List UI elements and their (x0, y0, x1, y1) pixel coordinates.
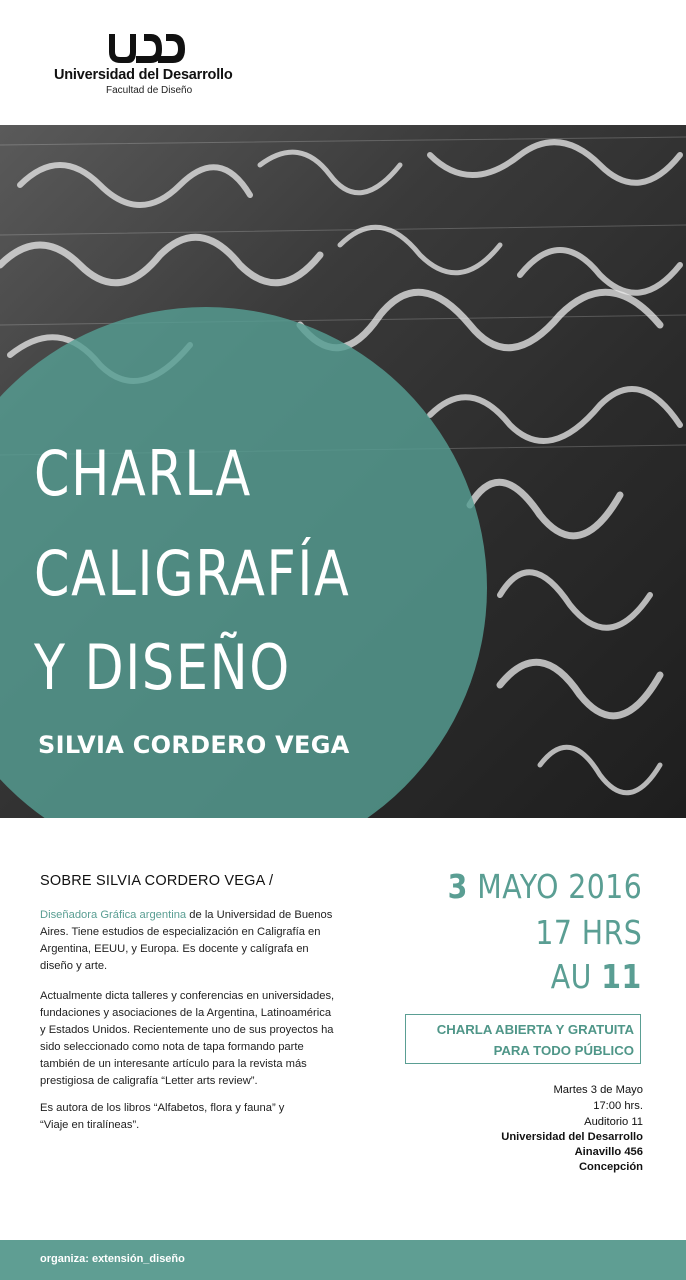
faculty-name: Facultad de Diseño (106, 85, 193, 96)
venue-university: Universidad del Desarrollo (501, 1131, 643, 1143)
header (0, 0, 686, 125)
venue-room: Auditorio 11 (584, 1116, 643, 1128)
title-line-1: CHARLA (34, 437, 252, 510)
hero-banner (0, 125, 686, 818)
bio-p2-line: sido seleccionado como nota de tapa formando parte (40, 1041, 304, 1053)
venue-date: Martes 3 de Mayo (553, 1084, 643, 1096)
event-room (551, 957, 642, 996)
udd-logo-icon (106, 32, 188, 66)
bio-paragraph-2 (40, 988, 360, 1090)
title-line-3: Y DISEÑO (34, 631, 291, 704)
bio-p1-line: diseño y arte. (40, 960, 108, 972)
free-entry-badge (405, 1014, 641, 1064)
about-heading: SOBRE SILVIA CORDERO VEGA / (40, 873, 274, 889)
event-time: 17 HRS (535, 913, 642, 952)
event-month-year: MAYO 2016 (467, 867, 642, 906)
bio-p3-line: “Viaje en tiralíneas”. (40, 1119, 140, 1131)
bio-p2-line: también de un interesante artículo para la revista más (40, 1058, 307, 1070)
bio-p2-line: fundaciones y asociaciones de la Argentina, Latinoamérica (40, 1007, 332, 1019)
event-date (447, 867, 642, 906)
event-day: 3 (447, 867, 468, 906)
speaker-name: SILVIA CORDERO VEGA (38, 731, 350, 759)
bio-p1-line: Argentina, EEUU, y Europa. Es docente y calígrafa en (40, 943, 309, 955)
free-entry-line-2: PARA TODO PÚBLICO (493, 1043, 634, 1058)
footer-bar (0, 1240, 686, 1280)
venue-address: Ainavillo 456 (574, 1146, 643, 1158)
event-room-prefix: AU (551, 957, 602, 996)
bio-p2-line: Actualmente dicta talleres y conferencias en universidades, (40, 990, 335, 1002)
bio-p1-line: de la Universidad de Buenos (186, 909, 333, 921)
free-entry-line-1: CHARLA ABIERTA Y GRATUITA (436, 1022, 634, 1037)
event-room-number: 11 (601, 957, 642, 996)
university-name: Universidad del Desarrollo (54, 67, 233, 83)
bio-p2-line: prestigiosa de caligrafía “Letter arts review”. (40, 1075, 258, 1087)
venue-time: 17:00 hrs. (593, 1100, 643, 1112)
title-line-2: CALIGRAFÍA (34, 537, 351, 610)
bio-highlight: Diseñadora Gráfica argentina (40, 909, 187, 921)
bio-p1-line: Aires. Tiene estudios de especialización en Caligrafía en (40, 926, 321, 938)
bio-paragraph-3 (40, 1100, 360, 1134)
footer-organizer: organiza: extensión_diseño (40, 1253, 185, 1265)
venue-city: Concepción (578, 1161, 643, 1173)
bio-p3-line: Es autora de los libros “Alfabetos, flora y fauna” y (40, 1102, 285, 1114)
bio-p2-line: y Estados Unidos. Recientemente uno de sus proyectos ha (40, 1024, 334, 1036)
bio-paragraph-1 (40, 907, 360, 975)
